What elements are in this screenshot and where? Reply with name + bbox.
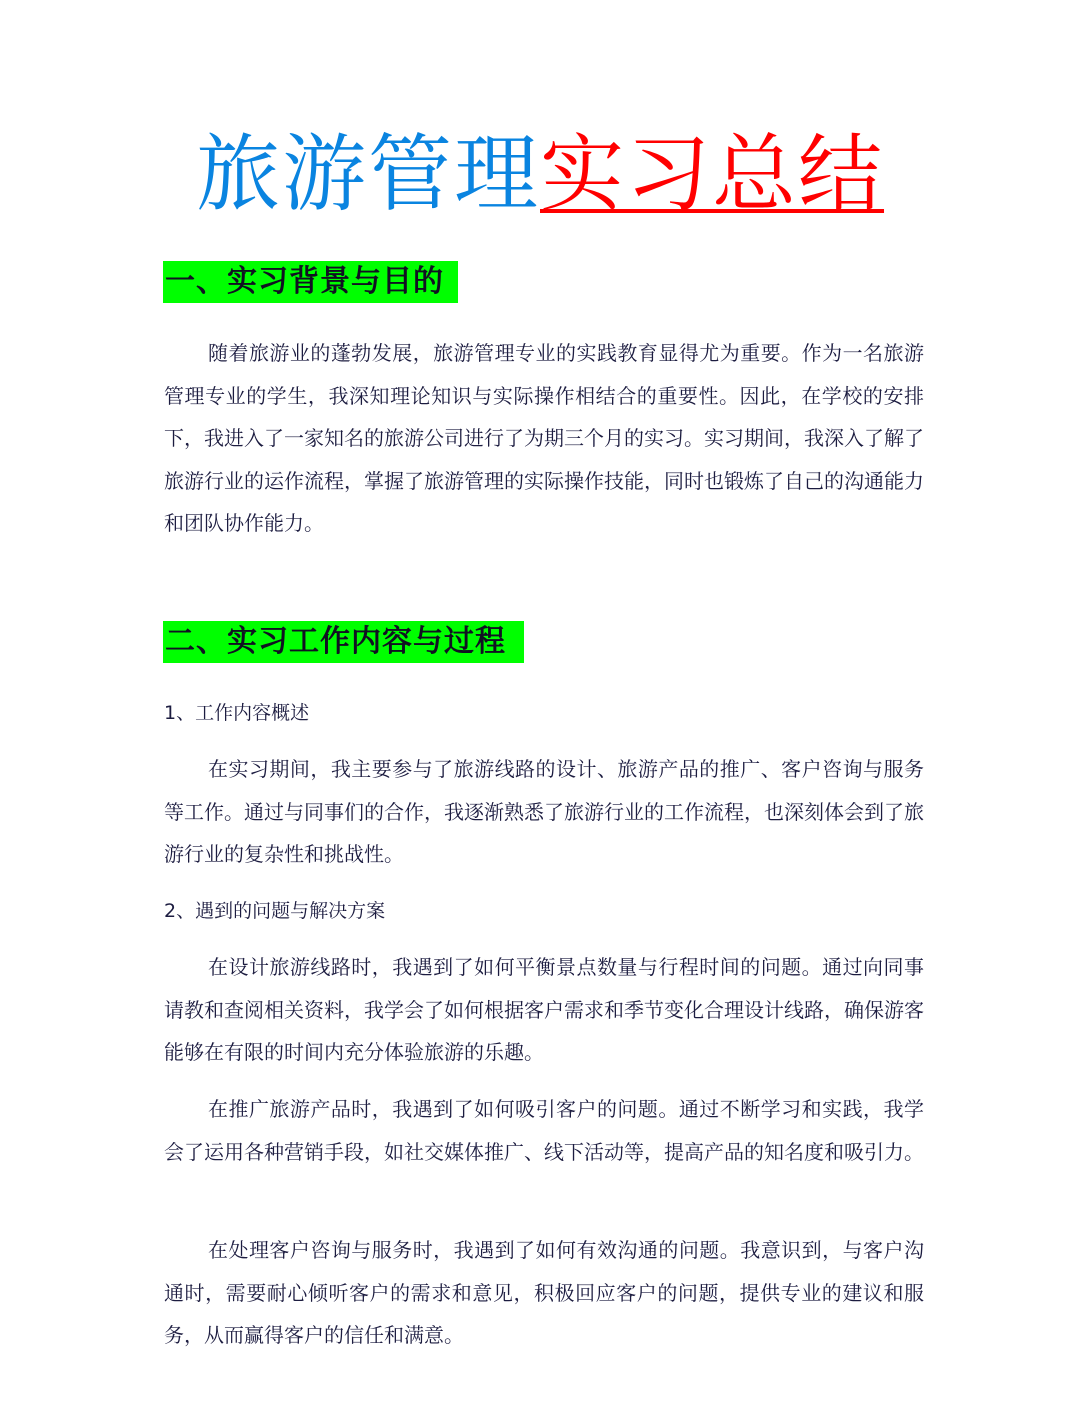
paragraph-background: 随着旅游业的蓬勃发展，旅游管理专业的实践教育显得尤为重要。作为一名旅游管理专业的学生，我深知理论知识与实际操作相结合的重要性。因此，在学校的安排下，我进入了一家知名的旅游公司进行了为期三个月的实习。实习期间，我深入了解了旅游行业的运作流程，掌握了旅游管理的实际操作技能，同时也锻炼了自己的沟通能力和团队协作能力。 bbox=[164, 341, 924, 535]
title-part-blue: 旅游管理 bbox=[195, 125, 540, 223]
subheading-work-overview: 1、工作内容概述 bbox=[164, 702, 310, 724]
section-heading-work-content-process: 二、实习工作内容与过程 bbox=[163, 621, 524, 663]
paragraph-route-design-problem: 在设计旅游线路时，我遇到了如何平衡景点数量与行程时间的问题。通过向同事请教和查阅相关资料，我学会了如何根据客户需求和季节变化合理设计线路，确保游客能够在有限的时间内充分体验旅游的乐趣。 bbox=[164, 955, 924, 1064]
title-part-red-underlined: 实习总结 bbox=[540, 125, 885, 223]
paragraph-work-overview: 在实习期间，我主要参与了旅游线路的设计、旅游产品的推广、客户咨询与服务等工作。通过与同事们的合作，我逐渐熟悉了旅游行业的工作流程，也深刻体会到了旅游行业的复杂性和挑战性。 bbox=[164, 757, 924, 866]
document-title bbox=[0, 125, 1080, 223]
paragraph-product-promotion-problem: 在推广旅游产品时，我遇到了如何吸引客户的问题。通过不断学习和实践，我学会了运用各种营销手段，如社交媒体推广、线下活动等，提高产品的知名度和吸引力。 bbox=[164, 1097, 924, 1164]
subheading-problems-solutions: 2、遇到的问题与解决方案 bbox=[164, 900, 386, 922]
paragraph-customer-service-problem: 在处理客户咨询与服务时，我遇到了如何有效沟通的问题。我意识到，与客户沟通时，需要耐心倾听客户的需求和意见，积极回应客户的问题，提供专业的建议和服务，从而赢得客户的信任和满意。 bbox=[164, 1238, 924, 1347]
section-heading-background-purpose: 一、实习背景与目的 bbox=[163, 261, 458, 303]
